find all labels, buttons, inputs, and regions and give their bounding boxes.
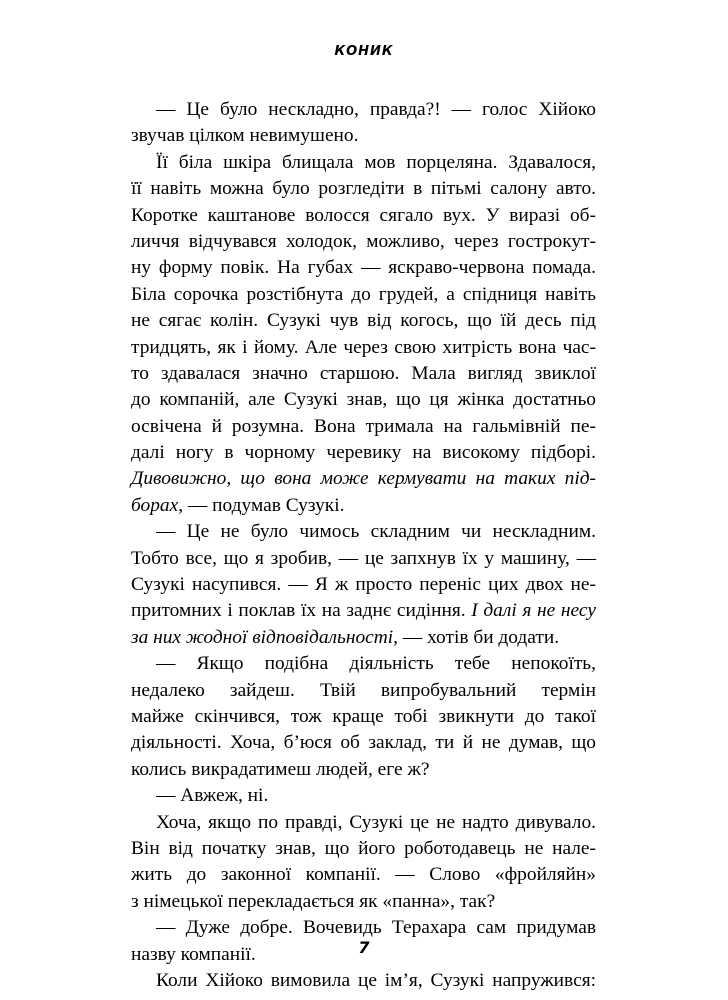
- text-line: діяльності. Хоча, б’юся об заклад, ти й не думав, що: [131, 732, 596, 754]
- text-line: личчя відчувався холодок, можливо, через гострокут-: [131, 230, 596, 252]
- text-line: Коли Хійоко вимовила це ім’я, Сузукі напружився:: [156, 969, 596, 991]
- text-line: не сягає колін. Сузукі чув від когось, що їй десь під: [131, 310, 596, 332]
- text-line: — Авжеж, ні.: [156, 785, 269, 807]
- text-line: — Це не було чимось складним чи нескладним.: [156, 521, 596, 543]
- text-line: ну форму повік. На губах — яскраво-червона помада.: [131, 257, 596, 279]
- text-line: до компаній, але Сузукі знав, що ця жінка достатньо: [131, 389, 596, 411]
- text-line: Її біла шкіра блищала мов порцеляна. Здавалося,: [156, 151, 596, 173]
- text-line: майже скінчився, тож краще тобі звикнути до такої: [131, 705, 596, 727]
- text-line: жить до законної компанії. — Слово «фройляйн»: [131, 864, 596, 886]
- text-line: освічена й розумна. Вона тримала на гальмівній пе-: [131, 415, 596, 437]
- text-line: Він від початку знав, що його роботодавець не нале-: [131, 837, 596, 859]
- body-text: [131, 97, 596, 994]
- text-line: — Це було нескладно, правда?! — голос Хійоко: [156, 99, 596, 120]
- italic-phrase: за них жодної відповідальності,: [131, 626, 398, 648]
- text-line: Сузукі насупився. — Я ж просто переніс цих двох не-: [131, 574, 596, 596]
- text-line: недалеко зайдеш. Твій випробувальний термін: [131, 679, 596, 701]
- text-line: [131, 493, 596, 519]
- text-line: — Дуже добре. Вочевидь Терахара сам придумав: [156, 917, 596, 939]
- text-line: Хоча, якщо по правді, Сузукі це не надто дивувало.: [156, 811, 596, 833]
- text-line: звучав цілком невимушено.: [131, 125, 359, 147]
- text-line: — Якщо подібна діяльність тебе непокоїть,: [156, 653, 596, 675]
- text-line: колись викрадатимеш людей, еге ж?: [131, 758, 430, 780]
- italic-phrase: борах,: [131, 494, 184, 516]
- text-line: [131, 598, 596, 624]
- text-line: далі ногу в чорному черевику на високому підборі.: [131, 442, 596, 464]
- text-line: тридцять, як і йому. Але через свою хитрість вона час-: [131, 336, 596, 358]
- running-title: КОНИК: [334, 44, 394, 59]
- text-run: притомних і поклав їх на заднє сидіння.: [131, 600, 466, 622]
- text-line: Тобто все, що я зробив, — це запхнув їх у машину, —: [131, 547, 596, 569]
- text-line: з німецької перекладається як «панна», так?: [131, 890, 496, 912]
- text-line: [131, 625, 596, 651]
- text-run: — хотів би додати.: [397, 626, 560, 648]
- text-run: — подумав Сузукі.: [183, 494, 345, 516]
- italic-phrase: І далі я не несу: [471, 600, 596, 622]
- text-line: Коротке каштанове волосся сягало вух. У виразі об-: [131, 204, 596, 226]
- text-line: Дивовижно, що вона може кермувати на таких під-: [131, 468, 596, 490]
- page-number: 7: [358, 938, 370, 957]
- text-line: її навіть можна було розгледіти в пітьмі салону авто.: [131, 178, 596, 200]
- text-line: Біла сорочка розстібнута до грудей, а спідниця навіть: [131, 283, 596, 305]
- text-line: то здавалася значно старшою. Мала вигляд звиклої: [131, 362, 596, 384]
- text-line: назву компанії.: [131, 943, 256, 965]
